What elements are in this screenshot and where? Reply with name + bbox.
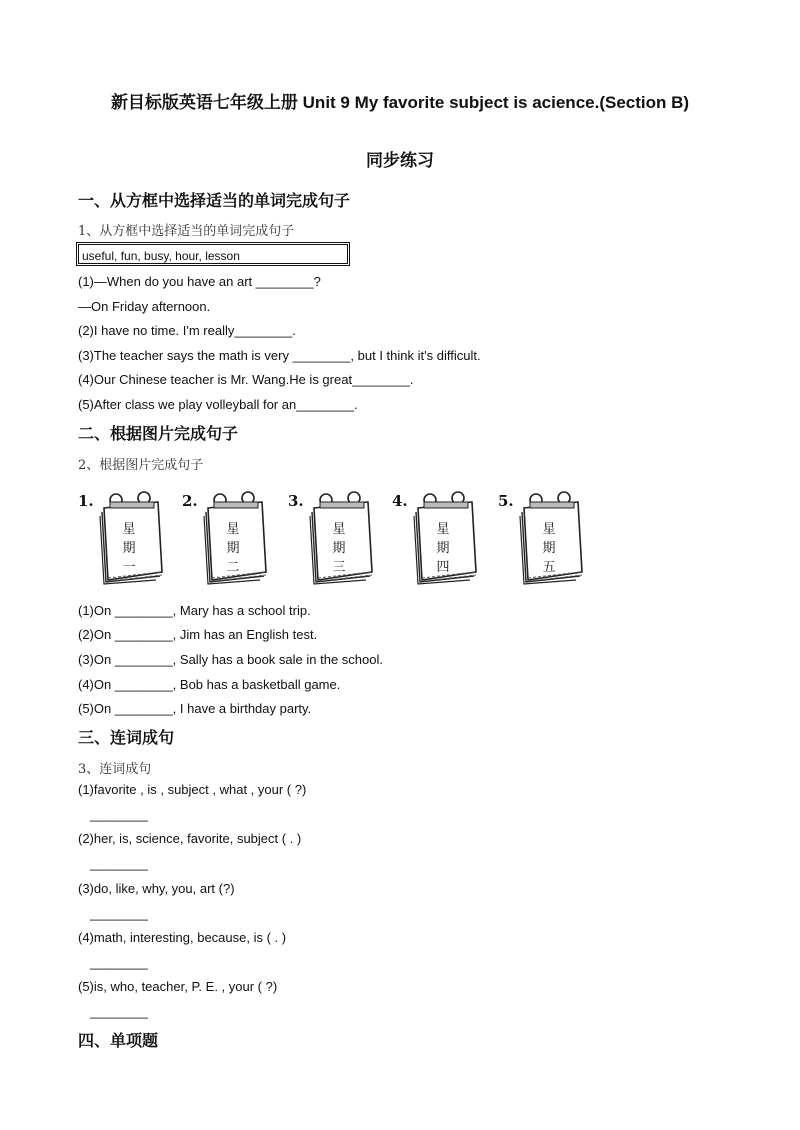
section3-item-5-prompt: (5)is, who, teacher, P. E. , your ( ?) xyxy=(78,979,278,994)
calendar-text: 星期五 xyxy=(542,522,556,575)
section1-item-2: (2)I have no time. I'm really________. xyxy=(78,323,296,338)
word-box xyxy=(76,242,350,266)
section3-item-1-blank: ________ xyxy=(90,807,148,822)
calendar-text: 星期三 xyxy=(332,522,346,575)
calendar-number: 4. xyxy=(392,492,408,510)
section3-item-2-blank: ________ xyxy=(90,856,148,871)
section1-item-1-answer: —On Friday afternoon. xyxy=(78,299,211,314)
section2-item-3: (3)On ________, Sally has a book sale in the school. xyxy=(78,652,383,667)
calendar-wednesday xyxy=(288,490,388,590)
section3-item-4-prompt: (4)math, interesting, because, is ( . ) xyxy=(78,930,287,945)
section3-item-1-prompt: (1)favorite , is , subject , what , your ( ?) xyxy=(78,782,307,797)
calendar-thursday xyxy=(392,490,492,590)
word-box-text: useful, fun, busy, hour, lesson xyxy=(82,249,240,263)
section2-item-5: (5)On ________, I have a birthday party. xyxy=(78,701,312,716)
section3-instruction: 3、连词成句 xyxy=(78,762,152,777)
section2-heading: 二、根据图片完成句子 xyxy=(78,426,239,443)
section2-item-4: (4)On ________, Bob has a basketball game. xyxy=(78,677,341,692)
calendar-friday xyxy=(498,490,598,590)
section1-item-3: (3)The teacher says the math is very ________, but I think it's difficult. xyxy=(78,348,481,363)
section3-heading: 三、连词成句 xyxy=(78,730,175,747)
calendar-tuesday xyxy=(182,490,282,590)
calendar-number: 2. xyxy=(182,492,198,510)
section1-item-5: (5)After class we play volleyball for an________. xyxy=(78,397,358,412)
section3-item-4-blank: ________ xyxy=(90,955,148,970)
section2-item-2: (2)On ________, Jim has an English test. xyxy=(78,627,318,642)
calendar-text: 星期一 xyxy=(122,522,136,575)
section3-item-3-prompt: (3)do, like, why, you, art (?) xyxy=(78,881,235,896)
calendar-text: 星期四 xyxy=(436,522,450,575)
document-subtitle: 同步练习 xyxy=(366,151,434,170)
calendar-number: 5. xyxy=(498,492,514,510)
section1-instruction: 1、从方框中选择适当的单词完成句子 xyxy=(78,224,295,239)
section2-item-1: (1)On ________, Mary has a school trip. xyxy=(78,603,311,618)
section1-item-4: (4)Our Chinese teacher is Mr. Wang.He is great________. xyxy=(78,372,414,387)
section2-instruction: 2、根据图片完成句子 xyxy=(78,458,204,473)
document-title: 新目标版英语七年级上册 Unit 9 My favorite subject is acience.(Section B) xyxy=(110,93,690,112)
section3-item-2-prompt: (2)her, is, science, favorite, subject ( . ) xyxy=(78,831,302,846)
calendar-number: 1. xyxy=(78,492,94,510)
section3-item-3-blank: ________ xyxy=(90,906,148,921)
calendar-text: 星期二 xyxy=(226,522,240,575)
section1-heading: 一、从方框中选择适当的单词完成句子 xyxy=(78,193,351,210)
section3-item-5-blank: ________ xyxy=(90,1004,148,1019)
section1-item-1: (1)—When do you have an art ________? xyxy=(78,274,321,289)
calendar-monday xyxy=(78,490,178,590)
calendar-number: 3. xyxy=(288,492,304,510)
section4-heading: 四、单项题 xyxy=(78,1033,159,1050)
